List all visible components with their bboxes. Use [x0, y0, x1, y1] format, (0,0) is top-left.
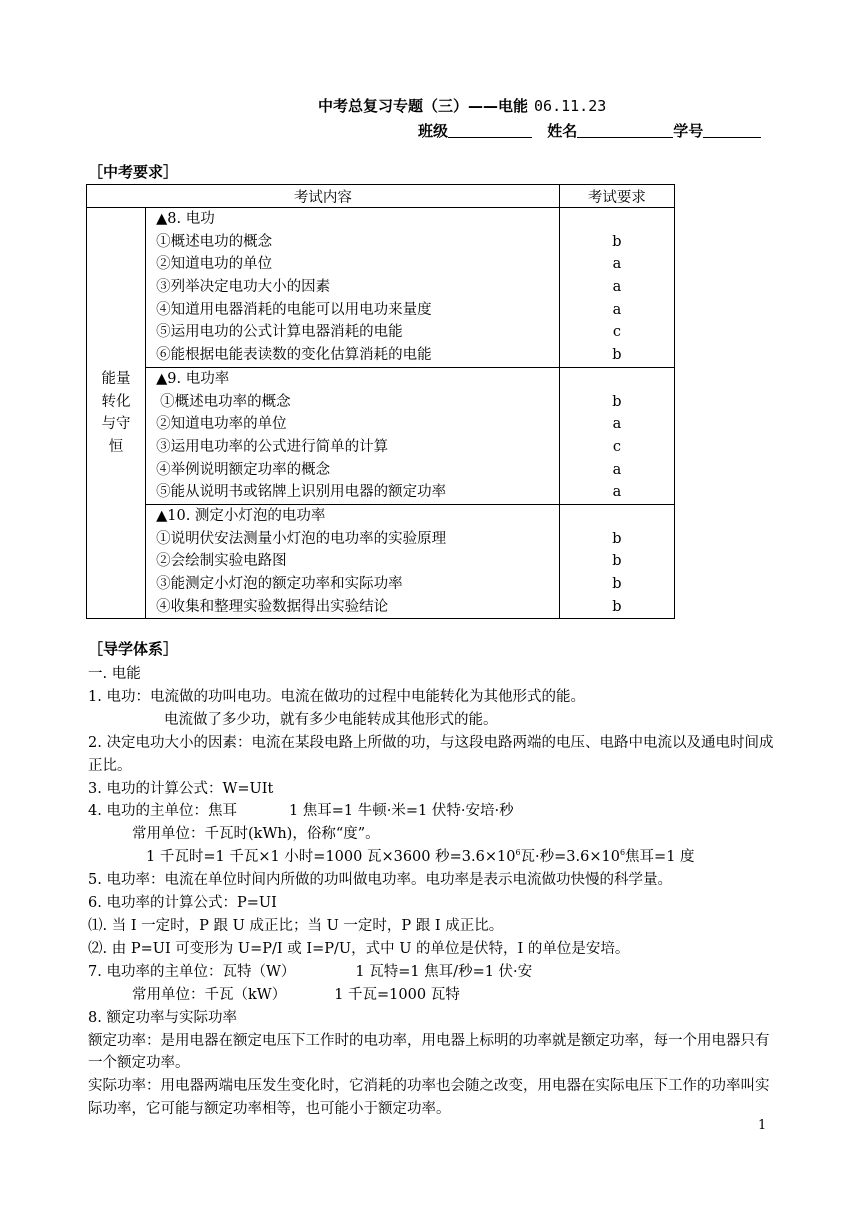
guide-heading: ［导学体系］	[88, 640, 179, 658]
item-text: ④知道用电器消耗的电能可以用电功来量度	[156, 301, 432, 318]
class-label: 班级	[418, 122, 449, 140]
class-blank	[448, 123, 532, 138]
item-text: ③列举决定电功大小的因素	[156, 279, 331, 296]
requirements-heading: ［中考要求］	[88, 163, 179, 181]
item-text: ⑤运用电功的公式计算电器消耗的电能	[156, 324, 403, 341]
guide-line: 一. 电能	[88, 666, 141, 682]
guide-body	[88, 663, 778, 1121]
item-level: b	[612, 576, 622, 592]
guide-line: 电流做了多少功，就有多少电能转成其他形式的能。	[164, 711, 498, 728]
page-number: 1	[758, 1118, 767, 1133]
level-spacer	[560, 368, 674, 391]
guide-line-part: 焦耳=1 度	[625, 849, 695, 866]
guide-line: 3. 电功的计算公式：W=UIt	[88, 780, 274, 797]
item-text: ⑥能根据电能表读数的变化估算消耗的电能	[156, 347, 432, 364]
name-blank	[577, 123, 673, 138]
item-level: b	[612, 347, 622, 364]
guide-line	[88, 961, 778, 984]
guide-line: 8. 额定功率与实际功率	[88, 1009, 237, 1026]
group-content-cell	[146, 504, 560, 618]
group-heading: ▲9. 电功率	[156, 370, 230, 387]
item-level: c	[612, 324, 621, 341]
group-level-cell	[559, 504, 674, 618]
category-cell	[87, 208, 146, 619]
guide-line: ⑴. 当 I 一定时，P 跟 U 成正比；当 U 一定时，P 跟 I 成正比。	[88, 917, 504, 934]
item-level: b	[612, 553, 622, 570]
guide-line-part: 1 千瓦时=1 千瓦×1 小时=1000 瓦×3600 秒=3.6×10	[146, 849, 516, 866]
guide-line: 额定功率：是用电器在额定电压下工作时的电功率，用电器上标明的功率就是额定功率，每一个用电器只有一个额定功率。	[88, 1032, 770, 1072]
guide-line-part: 1 焦耳=1 牛顿·米=1 伏特·安培·秒	[288, 803, 514, 820]
category-text: 能量	[101, 371, 131, 388]
category-text: 恒	[108, 438, 124, 455]
guide-line: 6. 电功率的计算公式：P=UI	[88, 895, 277, 912]
guide-line-part: 7. 电功率的主单位：瓦特（W）	[88, 963, 296, 980]
item-level: a	[612, 279, 622, 296]
exponent: 6	[619, 848, 626, 858]
name-label: 姓名	[547, 122, 578, 140]
group-heading: ▲8. 电功	[156, 211, 215, 227]
document-title	[318, 95, 606, 116]
guide-line-part: 4. 电功的主单位：焦耳	[88, 803, 237, 820]
item-level: b	[612, 233, 622, 250]
item-level: a	[612, 416, 622, 433]
guide-line: 5. 电功率：电流在单位时间内所做的功叫做电功率。电功率是表示电流做功快慢的科学量。	[88, 872, 672, 889]
table-row	[87, 208, 675, 368]
guide-line-part: 常用单位：千瓦（kW）	[132, 986, 287, 1003]
col-header-content: 考试内容	[87, 185, 560, 208]
guide-line	[88, 846, 778, 869]
col-header-requirement: 考试要求	[559, 185, 674, 208]
guide-line: ⑵. 由 P=UI 可变形为 U=P/I 或 I=P/U，式中 U 的单位是伏特，I 的单位是安培。	[88, 940, 630, 957]
guide-line	[88, 984, 778, 1007]
item-text: ③运用电功率的公式进行简单的计算	[156, 438, 389, 455]
guide-line: 1. 电功：电流做的功叫电功。电流在做功的过程中电能转化为其他形式的能。	[88, 688, 585, 705]
item-text: ④收集和整理实验数据得出实验结论	[156, 598, 389, 615]
item-text: ①概述电功率的概念	[160, 393, 291, 410]
student-info-line	[418, 120, 761, 141]
group-level-cell	[559, 367, 674, 504]
item-level: c	[612, 438, 621, 455]
item-level: a	[612, 301, 622, 318]
category-text: 转化	[101, 393, 131, 410]
exponent: 6	[515, 848, 521, 858]
item-text: ⑤能从说明书或铭牌上识别用电器的额定功率	[156, 484, 447, 501]
group-heading: ▲10. 测定小灯泡的电功率	[156, 507, 326, 524]
item-text: ②会绘制实验电路图	[156, 553, 287, 570]
group-level-cell	[559, 208, 674, 368]
group-content-cell	[146, 208, 560, 368]
item-text: ③能测定小灯泡的额定功率和实际功率	[156, 576, 403, 592]
item-text: ②知道电功率的单位	[156, 416, 287, 433]
guide-line-part: 1 瓦特=1 焦耳/秒=1 伏·安	[355, 963, 533, 980]
requirements-table	[86, 184, 675, 619]
table-row	[87, 504, 675, 618]
item-text: ④举例说明额定功率的概念	[156, 461, 331, 478]
id-label: 学号	[673, 122, 704, 140]
guide-line-part: 瓦·秒=3.6×10	[520, 849, 620, 866]
guide-line-part: 1 千瓦=1000 瓦特	[334, 986, 460, 1003]
category-text: 与守	[101, 416, 131, 433]
table-header-row	[87, 185, 675, 208]
item-text: ①说明伏安法测量小灯泡的电功率的实验原理	[156, 530, 447, 547]
guide-line	[88, 800, 778, 823]
item-level: b	[612, 530, 622, 547]
group-content-cell	[146, 367, 560, 504]
guide-line: 2. 决定电功大小的因素：电流在某段电路上所做的功，与这段电路两端的电压、电路中电流以及通电时间成正比。	[88, 734, 774, 774]
level-spacer	[560, 505, 674, 528]
title-date: 06.11.23	[534, 97, 607, 115]
item-level: a	[612, 256, 622, 273]
table-row	[87, 367, 675, 504]
guide-line: 常用单位：千瓦时(kWh)，俗称“度”。	[132, 826, 380, 843]
title-text: 中考总复习专题（三）——电能	[318, 97, 529, 115]
guide-line: 实际功率：用电器两端电压发生变化时，它消耗的功率也会随之改变，用电器在实际电压下工作的功率叫实际功率，它可能与额定功率相等，也可能小于额定功率。	[88, 1078, 770, 1118]
item-level: a	[612, 461, 622, 478]
item-text: ①概述电功的概念	[156, 233, 273, 250]
item-level: a	[612, 484, 622, 501]
item-text: ②知道电功的单位	[156, 256, 273, 273]
level-spacer	[560, 208, 674, 231]
id-blank	[703, 123, 761, 138]
item-level: b	[612, 598, 622, 615]
item-level: b	[612, 393, 622, 410]
